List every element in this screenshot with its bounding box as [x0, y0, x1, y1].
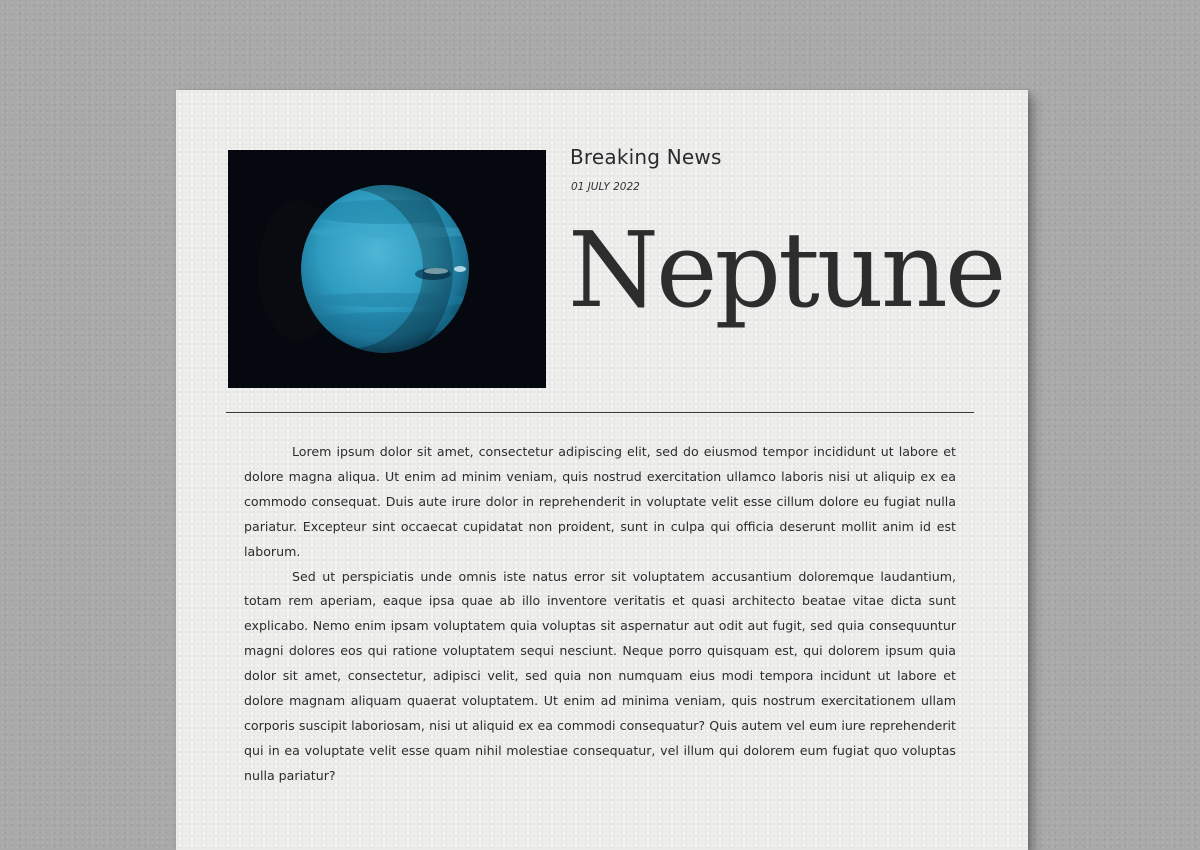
- article-date: 01 JULY 2022: [571, 181, 640, 193]
- headline: Neptune: [568, 209, 1004, 331]
- neptune-photo: [228, 150, 546, 388]
- article-paragraph: Lorem ipsum dolor sit amet, consectetur adipiscing elit, sed do eiusmod tempor incididunt ut labore et dolore magna aliqua. Ut enim ad minim veniam, quis nostrud exercitation ullamco laboris nisi ut aliquip ex ea commodo consequat. Duis aute irure dolor in reprehenderit in voluptate velit esse cillum dolore eu fugiat nulla pariatur. Excepteur sint occaecat cupidatat non proident, sunt in culpa qui officia deserunt mollit anim id est laborum.: [244, 444, 956, 559]
- divider-rule: [226, 412, 974, 413]
- kicker-breaking-news: Breaking News: [570, 145, 722, 169]
- article-body: [244, 440, 956, 789]
- article-paragraph: Sed ut perspiciatis unde omnis iste natus error sit voluptatem accusantium doloremque laudantium, totam rem aperiam, eaque ipsa quae ab illo inventore veritatis et quasi architecto beatae vitae dicta sunt explicabo. Nemo enim ipsam voluptatem quia voluptas sit aspernatur aut odit aut fugit, sed quia consequuntur magni dolores eos qui ratione voluptatem sequi nesciunt. Neque porro quisquam est, qui dolorem ipsum quia dolor sit amet, consectetur, adipisci velit, sed quia non numquam eius modi tempora incidunt ut labore et dolore magnam aliquam quaerat voluptatem. Ut enim ad minima veniam, quis nostrum exercitationem ullam corporis suscipit laboriosam, nisi ut aliquid ex ea commodi consequatur? Quis autem vel eum iure reprehenderit qui in ea voluptate velit esse quam nihil molestiae consequatur, vel illum qui dolorem eum fugiat quo voluptas nulla pariatur?: [244, 568, 956, 783]
- neptune-planet-image: [228, 150, 546, 388]
- newspaper-page: [176, 90, 1028, 850]
